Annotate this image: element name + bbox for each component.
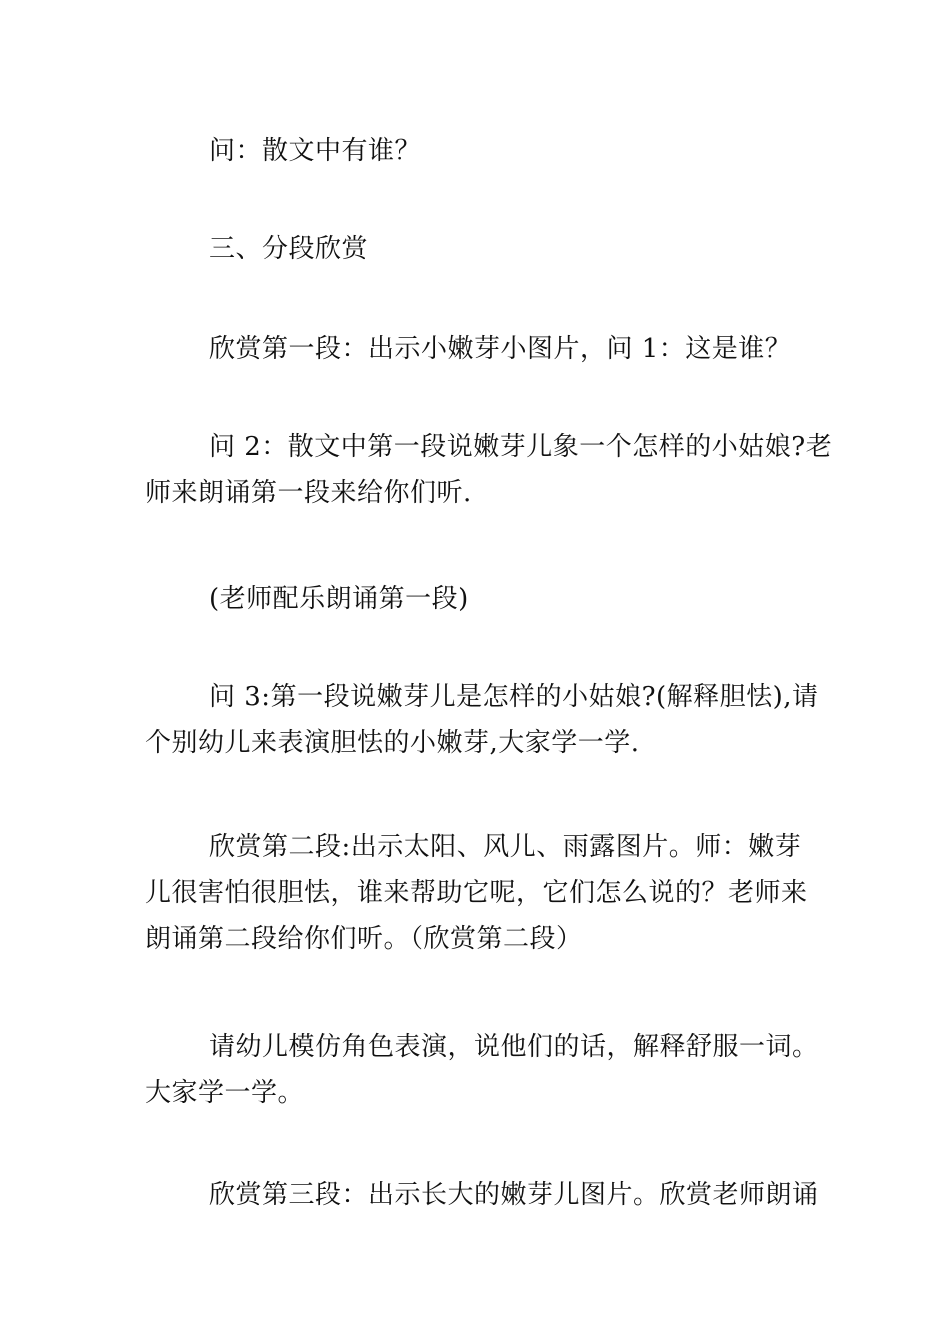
text-line: 问：散文中有谁？	[209, 136, 422, 166]
paragraph-role-play	[145, 1024, 819, 1116]
paragraph-question-two	[145, 424, 833, 516]
text-line: 欣赏第三段：出示长大的嫩芽儿图片。欣赏老师朗诵	[209, 1180, 819, 1210]
text-line: 请幼儿模仿角色表演，说他们的话，解释舒服一词。	[209, 1032, 819, 1062]
text-line: 个别幼儿来表演胆怯的小嫩芽,大家学一学.	[145, 728, 640, 758]
text-line: 三、分段欣赏	[209, 234, 369, 264]
paragraph-segment-three	[145, 1172, 819, 1218]
text-line: 欣赏第二段:出示太阳、风儿、雨露图片。师：嫩芽	[209, 832, 802, 862]
text-line: 朗诵第二段给你们听。（欣赏第二段）	[145, 924, 583, 954]
section-heading-segment-appreciation	[145, 226, 810, 272]
paragraph-segment-two	[145, 824, 810, 962]
text-line: (老师配乐朗诵第一段)	[209, 584, 469, 614]
text-line: 问 3:第一段说嫩芽儿是怎样的小姑娘?(解释胆怯),请	[209, 682, 819, 712]
text-line: 师来朗诵第一段来给你们听.	[145, 478, 472, 508]
text-line: 问 2：散文中第一段说嫩芽儿象一个怎样的小姑娘?老	[209, 432, 833, 462]
text-line: 欣赏第一段：出示小嫩芽小图片，问 1：这是谁？	[209, 334, 792, 364]
paragraph-question-who	[145, 128, 810, 174]
paragraph-segment-one	[145, 326, 810, 372]
paragraph-question-three	[145, 674, 819, 766]
text-line: 大家学一学。	[145, 1078, 305, 1108]
text-line: 儿很害怕很胆怯，谁来帮助它呢，它们怎么说的？老师来	[145, 878, 808, 908]
paragraph-teacher-recitation	[145, 576, 810, 622]
